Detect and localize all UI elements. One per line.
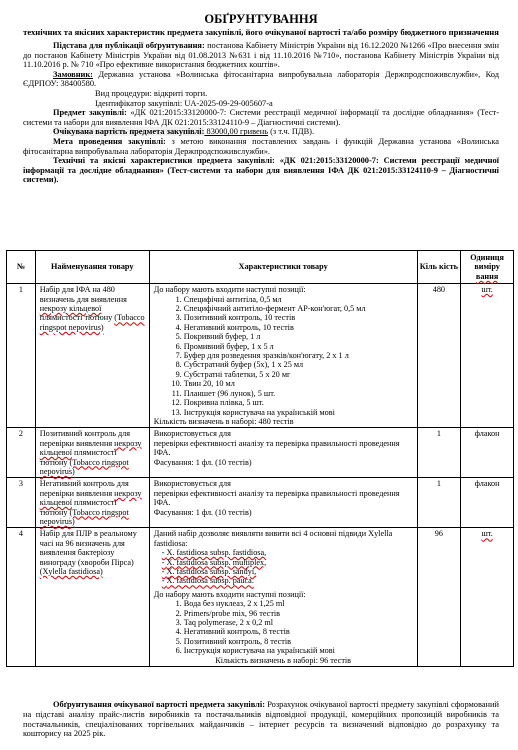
row-2-name-rest: плямистості тютюну [39, 448, 117, 467]
customer-label: Замовник: [53, 69, 93, 79]
list-item: 3. Позитивний контроль, 10 тестів [184, 313, 413, 322]
row-1-name-text: Набір для ІФА на 480 визначень для виявлення [39, 285, 127, 304]
list-item: 9. Субстратні таблетки, 5 х 20 мг [184, 370, 413, 379]
row-3-name-wavy: некрозу кільцевої [39, 488, 142, 508]
list-item: 1. Вода без нуклеаз, 2 х 1,25 ml [184, 599, 413, 608]
list-item: 13. Інструкція користувача на українській мові [184, 408, 413, 417]
header-qty: Кіль кість [417, 251, 461, 284]
row-1-chars-intro: До набору мають входити наступні позиції: [153, 285, 306, 295]
row-3-chars [149, 478, 417, 528]
row-1-unit [461, 284, 514, 428]
header-unit-text: Одиниця виміру [470, 253, 504, 272]
row-1-unit-text: шт. [481, 285, 493, 295]
list-item: 7. Буфер для розведення зразків/кон'югату, 2 х 1 л [184, 351, 413, 360]
row-4-subspecies-list [154, 548, 413, 586]
cost-suffix: (з т.ч. ПДВ). [268, 127, 315, 137]
row-1-chars-total: Кількість визначень в наборі: 480 тестів [153, 416, 294, 426]
list-item: - X. fastidiosa subsp. pauca. [162, 576, 413, 585]
header-num: № [7, 251, 36, 284]
list-item: 10. Твин 20, 10 мл [184, 379, 413, 388]
row-2-unit: флакон [461, 428, 514, 478]
row-3-num: 3 [7, 478, 36, 528]
procedure-line: Вид процедури: відкриті торги. [95, 88, 208, 98]
table-row [7, 478, 514, 528]
basis-paragraph [23, 41, 499, 70]
row-1-num: 1 [7, 284, 36, 428]
list-item: 12. Покривна плівка, 5 шт. [184, 398, 413, 407]
row-2-chars-2: перевірки ефективності аналізу та перевірка правильності проведення ІФА. [153, 438, 400, 458]
row-1-name-latin: (Tobacco ringspot nepovirus) [39, 313, 145, 332]
header-chars: Характеристики товару [149, 251, 417, 284]
row-2-chars-3: Фасування: 1 фл. (10 тестів) [153, 457, 252, 467]
row-2-chars-1: Використовується для [153, 429, 231, 439]
list-item: 2. Primers/probe mix, 96 тестів [184, 609, 413, 618]
row-3-chars-1: Використовується для [153, 479, 231, 489]
purpose-text: з метою виконання поставлених завдань і функцій Державна установа «Волинська фітосанітарна випробувальна лабораторія Держпродспоживслужби». [23, 136, 499, 156]
row-3-name-rest: плямистості тютюну [39, 498, 117, 517]
row-4-chars-intro2: До набору мають входити наступні позиції: [153, 589, 306, 599]
list-item: 5. Покривний буфер, 1 л [184, 332, 413, 341]
list-item: 6. Інструкція користувача на українській мові [184, 646, 413, 655]
row-1-name-rest: плямистості тютюну [39, 313, 113, 323]
list-item: 6. Промивний буфер, 1 х 5 л [184, 342, 413, 351]
list-item: 4. Негативний контроль, 10 тестів [184, 323, 413, 332]
purpose-label: Мета проведення закупівлі: [53, 136, 166, 146]
table-row [7, 284, 514, 428]
list-item: 3. Taq polymerase, 2 х 0,2 ml [184, 618, 413, 627]
basis-label: Підстава для публікації обґрунтування: [53, 41, 205, 50]
table-row [7, 428, 514, 478]
row-2-qty: 1 [417, 428, 461, 478]
row-2-name-text: Позитивний контроль для перевірки виявлення [39, 429, 131, 448]
cost-label: Очікувана вартість предмета закупівлі: [53, 127, 205, 137]
table-header-row [7, 251, 514, 284]
row-4-name [35, 528, 149, 667]
row-3-name [35, 478, 149, 528]
row-3-name-latin: (Tobacco ringspot nepovirus) [39, 507, 129, 526]
document-body [23, 12, 499, 185]
row-2-name [35, 428, 149, 478]
list-item: - X. fastidiosa subsp. sandyi, [162, 567, 413, 576]
list-item: - X. fastidiosa subsp. fastidiosa, [162, 548, 413, 557]
list-item: 11. Планшет (96 лунок), 5 шт. [184, 389, 413, 398]
table-row [7, 528, 514, 667]
header-name: Найменування товару [35, 251, 149, 284]
header-unit-wavy: вання [475, 271, 499, 281]
header-unit [461, 251, 514, 284]
row-3-qty: 1 [417, 478, 461, 528]
row-4-unit-text: шт. [481, 529, 493, 539]
list-item: 8. Субстратний буфер (5х), 1 х 25 мл [184, 360, 413, 369]
list-item: 5. Позитивний контроль, 8 тестів [184, 637, 413, 646]
row-4-num: 4 [7, 528, 36, 667]
customer-text: Державна установа «Волинська фітосанітарна випробувальна лабораторія Держпродспоживслужби», Код ЄДРПОУ: 38400580. [23, 69, 499, 89]
footer-paragraph [23, 700, 499, 739]
subject-text: «ДК 021:2015:33120000-7: Системи реєстрації медичної інформації та дослідне обладнання» (Тест-системи та набори для виявлення ІФА ДК 021:2015:33124110-9 – Діагностичні системи). [23, 108, 499, 127]
list-item: 2. Специфічний антитіло-фермент АР-кон'югат, 0,5 мл [184, 304, 413, 313]
row-4-qty: 96 [417, 528, 461, 667]
subject-paragraph [23, 108, 499, 127]
list-item: - X. fastidiosa subsp. multiplex, [162, 558, 413, 567]
row-1-items-list [154, 295, 413, 417]
row-3-unit: флакон [461, 478, 514, 528]
row-3-chars-2: перевірки ефективності аналізу та перевірка правильності проведення ІФА. [153, 488, 400, 508]
row-4-name-latin: (Xylella fastidiosa) [39, 567, 103, 576]
basis-text: постанова Кабінету Міністрів України від 16.12.2020 №1266 «Про внесення змін до постанов Кабінету Міністрів України від 01.08.2013 №631 і від 11.10.2016 №710», постанова Кабінету Міністрів України від 11.10.2016 р. № 710 «Про ефективне використання бюджетних коштів». [23, 41, 499, 70]
row-2-chars [149, 428, 417, 478]
row-3-name-text: Негативний контроль для перевірки виявлення [39, 479, 129, 498]
row-4-chars-intro: Даний набір дозволяє виявляти вивити всі 4 основні підвиди Xylella fastidiosa: [153, 529, 393, 548]
row-1-name-wavy: некрозу кільцевої [39, 304, 102, 314]
footer-text: Розрахунок очікуваної вартості предмету закупівлі сформований на підставі аналізу прайс-листів виробників та постачальників відповідної продукції, комерційних пропозицій виробників та постачальників, спеціалізованих торгівельних майданчиків – інтернет ресурсів та визначений відповідно до розрахунку та кошторису на 2025 рік. [23, 700, 499, 739]
row-2-num: 2 [7, 428, 36, 478]
cost-paragraph [23, 127, 499, 137]
document-title: ОБҐРУНТУВАННЯ [204, 12, 318, 26]
row-4-chars [149, 528, 417, 667]
document-subtitle: технічних та якісних характеристик предмета закупівлі, його очікуваної вартості та/або розміру бюджетного призначення [23, 27, 499, 37]
customer-paragraph [23, 70, 499, 89]
list-item: 4. Негативний контроль, 8 тестів [184, 627, 413, 636]
subject-label: Предмет закупівлі: [53, 108, 127, 118]
cost-value: 83000,00 гривень [204, 127, 269, 137]
row-1-name [35, 284, 149, 428]
footer-label: Обґрунтування очікуваної вартості предмета закупівлі: [53, 700, 265, 709]
tech-paragraph: Технічні та якісні характеристики предмета закупівлі: «ДК 021:2015:33120000-7: Системи реєстрації медичної інформації та дослідне обладнання» (Тест-системи та набори для виявлення ІФА ДК 021:2015:33124110-9 – Діагностичні системи). [23, 156, 499, 185]
row-4-name-text: Набір для ПЛР в реальному часі на 96 визначень для виявлення бактеріозу винограду (хвороби Пірса) [39, 529, 137, 567]
row-1-qty: 480 [417, 284, 461, 428]
identifier-line: Ідентифікатор закупівлі: UA-2025-09-29-005607-a [95, 98, 273, 108]
row-4-unit [461, 528, 514, 667]
row-2-name-latin: (Tobacco ringspot nepovirus) [39, 457, 129, 476]
row-4-items-list [154, 599, 413, 655]
purpose-paragraph [23, 137, 499, 156]
spec-table [6, 250, 514, 667]
row-3-chars-3: Фасування: 1 фл. (10 тестів) [153, 507, 252, 517]
row-1-chars [149, 284, 417, 428]
list-item: 1. Специфічні антитіла, 0,5 мл [184, 295, 413, 304]
row-4-chars-total: Кількість визначень в наборі: 96 тестів [215, 655, 352, 665]
row-2-name-wavy: некрозу кільцевої [39, 438, 142, 458]
